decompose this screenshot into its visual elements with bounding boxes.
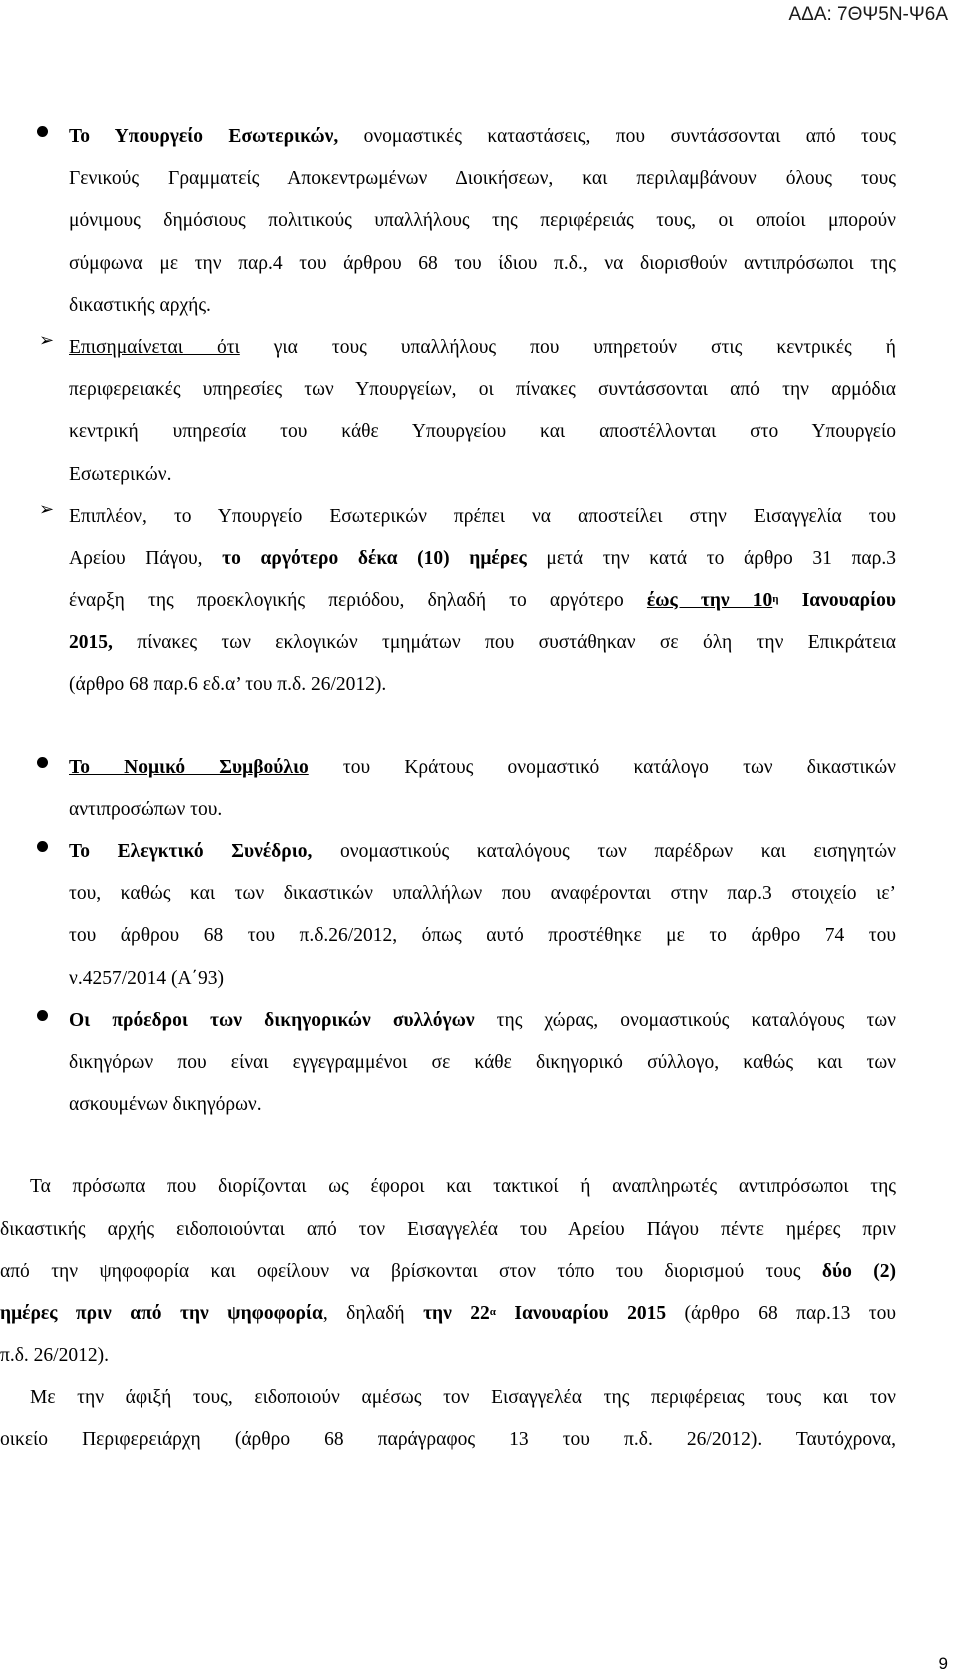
document-body	[0, 116, 960, 1462]
bullet-icon	[37, 1010, 48, 1021]
list-item-legal-council	[69, 747, 896, 831]
list-item-bar-associations	[69, 1000, 896, 1127]
paragraph-arrival	[0, 1377, 896, 1461]
text-line: δικηγόρων που είναι εγγεγραμμένοι σε κάθε δικηγορικό σύλλογο, καθώς και των	[69, 1051, 896, 1073]
text-line: περιφερειακές υπηρεσίες των Υπουργείων, οι πίνακες συντάσσονται από την αρμόδια	[69, 379, 896, 401]
text-line: (άρθρο 68 παρ.6 εδ.α’ του π.δ. 26/2012).	[69, 674, 387, 696]
text-line: Το Υπουργείο Εσωτερικών, ονομαστικές καταστάσεις, που συντάσσονται από τους	[69, 126, 896, 147]
text-line: Το Ελεγκτικό Συνέδριο, ονομαστικούς καταλόγους των παρέδρων και εισηγητών	[69, 841, 896, 862]
text-line: του, καθώς και των δικαστικών υπαλλήλων που αναφέρονται στην παρ.3 στοιχείο ιε’	[69, 883, 896, 905]
text-line: δικαστικής αρχής ειδοποιούνται από τον Εισαγγελέα του Αρείου Πάγου πέντε ημέρες πριν	[0, 1218, 896, 1240]
bullet-icon	[37, 126, 48, 137]
text-line: του άρθρου 68 του π.δ.26/2012, όπως αυτό προστέθηκε με το άρθρο 74 του	[69, 925, 896, 947]
text-line: Αρείου Πάγου, το αργότερο δέκα (10) ημέρες μετά την κατά το άρθρο 31 παρ.3	[69, 547, 896, 569]
sub-item-deadline	[39, 496, 896, 707]
text-line: Γενικούς Γραμματείς Αποκεντρωμένων Διοικήσεων, και περιλαμβάνουν όλους τους	[69, 168, 896, 190]
text-line: 2015, πίνακες των εκλογικών τμημάτων που συστάθηκαν σε όλη την Επικράτεια	[69, 632, 896, 654]
text-line: Οι πρόεδροι των δικηγορικών συλλόγων της χώρας, ονομαστικούς καταλόγους των	[69, 1009, 896, 1031]
text-line: Επιπλέον, το Υπουργείο Εσωτερικών πρέπει να αποστείλει στην Εισαγγελία του	[69, 505, 896, 527]
bullet-icon	[37, 757, 48, 768]
text-line: έναρξη της προεκλογικής περιόδου, δηλαδή το αργότερο έως την $10^\eta$ Ιανουαρίου	[69, 590, 896, 612]
text-line: Το Νομικό Συμβούλιο του Κράτους ονομαστικό κατάλογο των δικαστικών	[69, 756, 896, 778]
text-line: Τα πρόσωπα που διορίζονται ως έφοροι και τακτικοί ή αναπληρωτές αντιπρόσωποι της	[30, 1176, 896, 1198]
list-item-interior-ministry	[69, 116, 896, 327]
sub-item-note	[39, 327, 896, 496]
text-line: Με την άφιξή τους, ειδοποιούν αμέσως τον Εισαγγελέα της περιφέρειας τους και τον	[30, 1387, 896, 1409]
text-line: από την ψηφοφορία και οφείλουν να βρίσκονται στον τόπο του διορισμού τους δύο (2)	[0, 1260, 896, 1282]
text-line: κεντρική υπηρεσία του κάθε Υπουργείου και αποστέλλονται στο Υπουργείο	[69, 421, 896, 443]
text-line: σύμφωνα με την παρ.4 του άρθρου 68 του ίδιου π.δ., να διορισθούν αντιπρόσωποι της	[69, 252, 896, 274]
text-line: ν.4257/2014 (Α΄93)	[69, 967, 225, 989]
arrow-bullet-icon: ➢	[39, 329, 55, 351]
spacer	[0, 707, 960, 747]
ada-header: ΑΔΑ: 7ΘΨ5Ν-Ψ6Α	[788, 4, 948, 25]
arrow-bullet-icon: ➢	[39, 498, 55, 520]
list-item-audit-court	[69, 831, 896, 1000]
text-line: αντιπροσώπων του.	[69, 798, 223, 820]
text-line: ασκουμένων δικηγόρων.	[69, 1094, 262, 1116]
text-line: ημέρες πριν από την ψηφοφορία, δηλαδή την $22^\alpha$ Ιανουαρίου 2015 (άρθρο 68 παρ.13 του	[0, 1302, 896, 1324]
text-line: οικείο Περιφερειάρχη (άρθρο 68 παράγραφος 13 του π.δ. 26/2012). Ταυτόχρονα,	[0, 1429, 896, 1451]
bullet-icon	[37, 841, 48, 852]
spacer	[0, 1126, 960, 1166]
text-line: π.δ. 26/2012).	[0, 1345, 109, 1367]
paragraph-notification	[0, 1166, 896, 1377]
text-line: Επισημαίνεται ότι για τους υπαλλήλους που υπηρετούν στις κεντρικές ή	[69, 336, 896, 358]
text-line: Εσωτερικών.	[69, 463, 172, 485]
text-line: δικαστικής αρχής.	[69, 294, 211, 316]
page-number: 9	[938, 1654, 948, 1673]
text-line: μόνιμους δημόσιους πολιτικούς υπαλλήλους της περιφέρειάς τους, οι οποίοι μπορούν	[69, 210, 896, 232]
